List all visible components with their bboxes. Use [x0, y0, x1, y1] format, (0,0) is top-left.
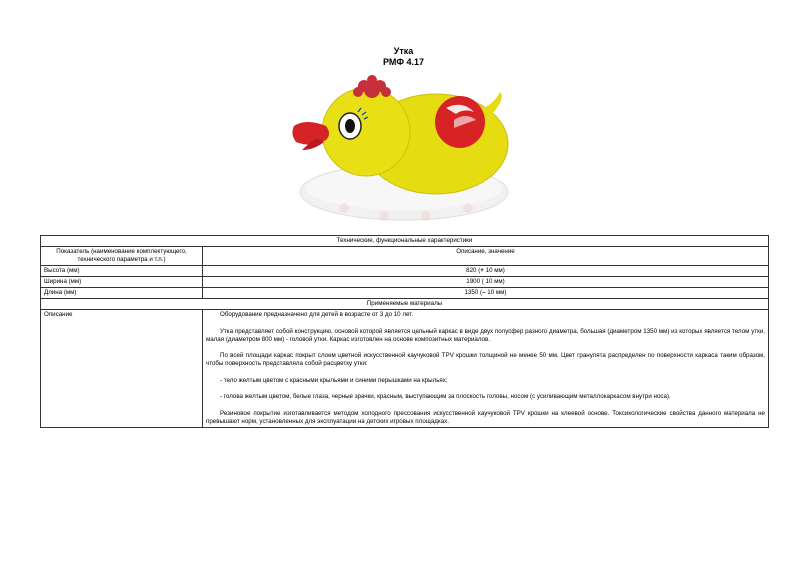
description-text — [203, 310, 769, 428]
table-row — [41, 288, 769, 299]
row-label: Высота (мм) — [41, 266, 203, 277]
description-paragraph: Резиновое покрытие изготавливается методом холодного прессования искусственной каучуковой TPV крошки на клеевой основе. Токсикологические свойства данного материала не превышают норм, установленных для эксплуатации на детских игровых площадках. — [206, 409, 765, 425]
row-value: 1900 ( 10 мм) — [203, 277, 769, 288]
table-row — [41, 266, 769, 277]
description-paragraph: Утка представляет собой конструкцию, основой которой является цельный каркас в виде двух полусфер разного диаметра, большая (диаметром 1350 мм) из которых является телом утки, малая (диаметром 800 мм) - головой утки. Каркас изготовлен на основе композитных материалов. — [206, 327, 765, 343]
description-paragraph: Оборудование предназначено для детей в возрасте от 3 до 10 лет. — [220, 311, 414, 318]
duck-sculpture-image — [286, 68, 526, 232]
product-name: Утка — [393, 46, 414, 56]
section-tech-title: Технические, функциональные характеристики — [41, 236, 769, 247]
description-paragraph: - тело желтым цветом с красными крыльями и синими перышками на крыльях; — [220, 376, 448, 384]
description-row — [41, 310, 769, 428]
section-materials-title: Применяемые материалы — [41, 299, 769, 310]
row-label: Ширина (мм) — [41, 277, 203, 288]
row-label: Длина (мм) — [41, 288, 203, 299]
row-value: 820 (+ 10 мм) — [203, 266, 769, 277]
description-paragraph: - голова желтым цветом, белые глаза, черные зрачки, красным, выступающим за плоскость головы, носом (с усиливающим металлокаркасом внутри носа). — [220, 393, 671, 400]
spec-table — [40, 235, 769, 428]
col-value-header: Описание, значение — [203, 247, 769, 266]
table-row — [41, 277, 769, 288]
description-label: Описание — [41, 310, 203, 428]
row-value: 1350 (– 10 мм) — [203, 288, 769, 299]
header-row — [41, 247, 769, 266]
section-materials-row — [41, 299, 769, 310]
product-code: РМФ 4.17 — [382, 57, 425, 67]
section-tech-row — [41, 236, 769, 247]
description-paragraph: По всей площади каркас покрыт слоем цветной искусственной каучуковой TPV крошки толщиной не менее 50 мм. Цвет гранулята распределен по поверхности каркаса таким образом, чтобы поверхность представляла собой расцветку утки: — [206, 352, 765, 367]
document-title — [0, 46, 807, 68]
col-param-header: Показатель (наименование комплектующего, технического параметра и т.п.) — [41, 247, 203, 266]
